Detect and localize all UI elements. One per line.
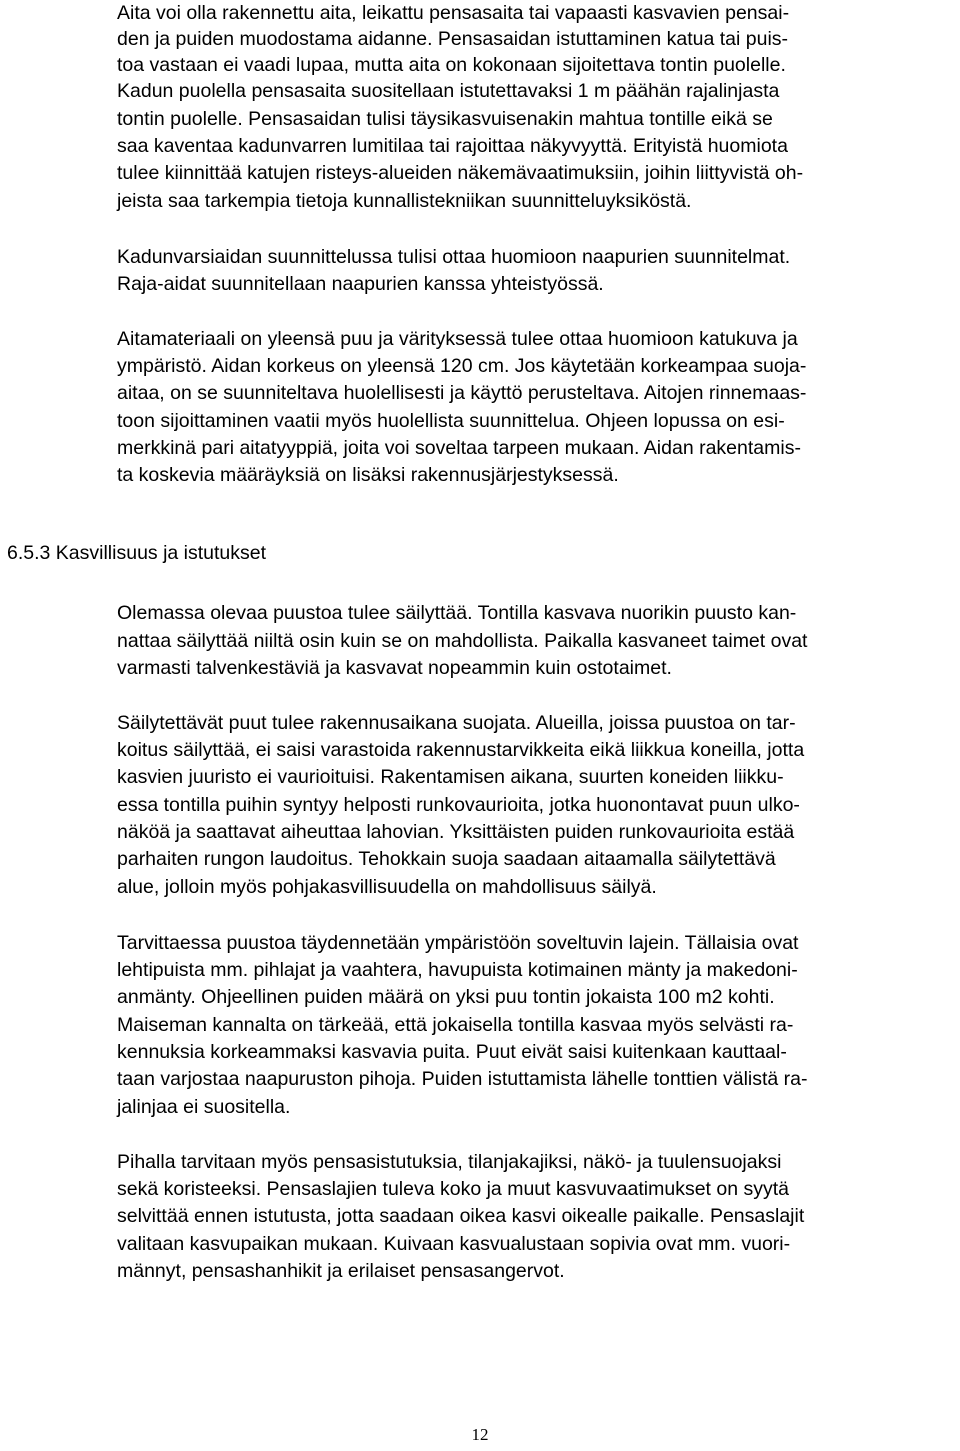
text-line: kasvien juuristo ei vaurioituisi. Rakentamisen aikana, suurten koneiden liikku-	[117, 766, 784, 788]
text-line: essa tontilla puihin syntyy helposti runkovaurioita, jotka huonontavat puun ulko-	[117, 794, 800, 816]
text-line: Tarvittaessa puustoa täydennetään ympäristöön soveltuvin lajein. Tällaisia ovat	[117, 932, 799, 954]
text-line: Kadunvarsiaidan suunnittelussa tulisi ottaa huomioon naapurien suunnitelmat.	[117, 246, 791, 268]
text-line: parhaiten rungon laudoitus. Tehokkain suoja saadaan aitaamalla säilytettävä	[117, 848, 776, 870]
text-line: näköä ja saattavat aiheuttaa lahovian. Yksittäisten puiden runkovaurioita estää	[117, 821, 795, 843]
text-line: Aitamateriaali on yleensä puu ja värityksessä tulee ottaa huomioon katukuva ja	[117, 328, 798, 350]
text-line: koitus säilyttää, ei saisi varastoida rakennustarvikkeita eikä liikkua koneilla, jotta	[117, 739, 805, 761]
text-line: Maiseman kannalta on tärkeää, että jokaisella tontilla kasvaa myös selvästi ra-	[117, 1014, 794, 1036]
text-line: sekä koristeeksi. Pensaslajien tuleva koko ja muut kasvuvaatimukset on syytä	[117, 1178, 789, 1200]
text-line: tontin puolelle. Pensasaidan tulisi täysikasvuisenakin mahtua tontille eikä se	[117, 108, 773, 130]
text-line: den ja puiden muodostama aidanne. Pensasaidan istuttaminen katua tai puis-	[117, 28, 789, 50]
text-line: lehtipuista mm. pihlajat ja vaahtera, havupuista kotimainen mänty ja makedoni-	[117, 959, 798, 981]
text-line: kennuksia korkeammaksi kasvavia puita. Puut eivät saisi kuitenkaan kauttaal-	[117, 1041, 787, 1063]
text-line: Olemassa olevaa puustoa tulee säilyttää. Tontilla kasvava nuorikin puusto kan-	[117, 602, 797, 624]
text-line: Aita voi olla rakennettu aita, leikattu pensasaita tai vapaasti kasvavien pensai-	[117, 2, 790, 24]
text-line: jalinjaa ei suositella.	[117, 1096, 291, 1118]
section-heading: 6.5.3 Kasvillisuus ja istutukset	[7, 542, 267, 564]
text-line: Pihalla tarvitaan myös pensasistutuksia, tilanjakajiksi, näkö- ja tuulensuojaksi	[117, 1151, 782, 1173]
text-line: anmänty. Ohjeellinen puiden määrä on yksi puu tontin jokaista 100 m2 kohti.	[117, 986, 775, 1008]
text-line: jeista saa tarkempia tietoja kunnallistekniikan suunnitteluyksiköstä.	[117, 190, 692, 212]
text-line: toa vastaan ei vaadi lupaa, mutta aita on kokonaan sijoitettava tontin puolelle.	[117, 54, 786, 76]
text-line: taan varjostaa naapuruston pihoja. Puiden istuttamista lähelle tonttien välistä ra-	[117, 1068, 808, 1090]
text-line: männyt, pensashanhikit ja erilaiset pensasangervot.	[117, 1260, 565, 1282]
text-line: tulee kiinnittää katujen risteys-alueiden näkemävaatimuksiin, joihin liittyvistä oh-	[117, 162, 804, 184]
text-line: Kadun puolella pensasaita suositellaan istutettavaksi 1 m päähän rajalinjasta	[117, 80, 780, 102]
text-line: merkkinä pari aitatyyppiä, joita voi soveltaa tarpeen mukaan. Aidan rakentamis-	[117, 437, 801, 459]
text-line: toon sijoittaminen vaatii myös huolellista suunnittelua. Ohjeen lopussa on esi-	[117, 410, 785, 432]
text-line: selvittää ennen istutusta, jotta saadaan oikea kasvi oikealle paikalle. Pensaslajit	[117, 1205, 805, 1227]
text-line: Säilytettävät puut tulee rakennusaikana suojata. Alueilla, joissa puustoa on tar-	[117, 712, 796, 734]
text-line: alue, jolloin myös pohjakasvillisuudella on mahdollisuus säilyä.	[117, 876, 657, 898]
text-line: aitaa, on se suunniteltava huolellisesti ja käyttö perusteltava. Aitojen rinnemaas-	[117, 382, 807, 404]
text-line: Raja-aidat suunnitellaan naapurien kanssa yhteistyössä.	[117, 273, 604, 295]
text-line: varmasti talvenkestäviä ja kasvavat nopeammin kuin ostotaimet.	[117, 657, 672, 679]
text-line: ta koskevia määräyksiä on lisäksi rakennusjärjestyksessä.	[117, 464, 619, 486]
text-line: valitaan kasvupaikan mukaan. Kuivaan kasvualustaan sopivia ovat mm. vuori-	[117, 1233, 791, 1255]
text-line: saa kaventaa kadunvarren lumitilaa tai rajoittaa näkyvyyttä. Erityistä huomiota	[117, 135, 788, 157]
text-line: nattaa säilyttää niiltä osin kuin se on mahdollista. Paikalla kasvaneet taimet ovat	[117, 630, 808, 652]
text-line: ympäristö. Aidan korkeus on yleensä 120 cm. Jos käytetään korkeampaa suoja-	[117, 355, 807, 377]
page-number: 12	[471, 1425, 489, 1444]
